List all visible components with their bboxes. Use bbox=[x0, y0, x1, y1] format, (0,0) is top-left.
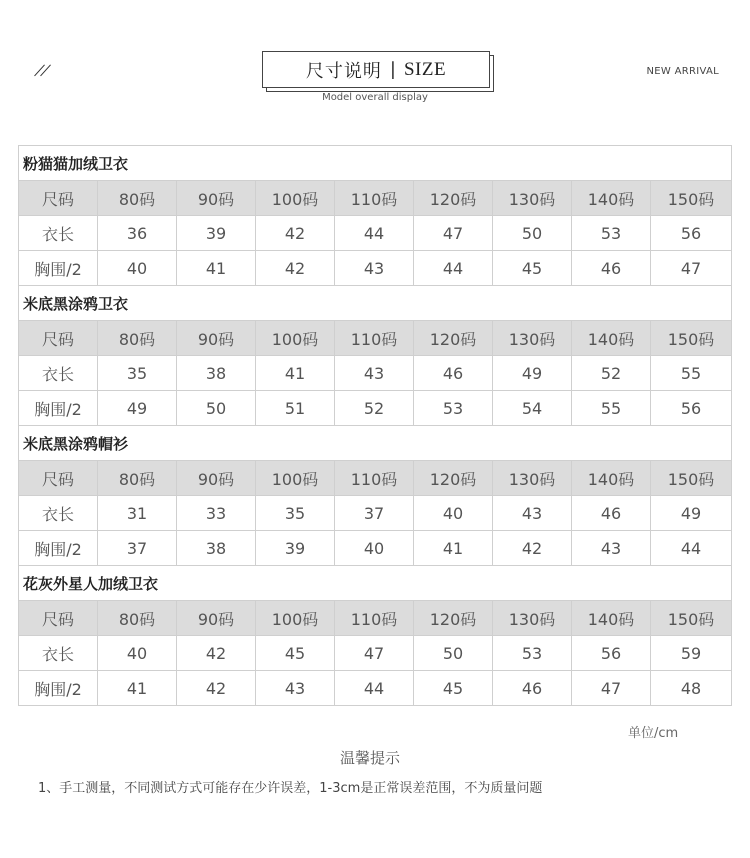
product-name-row bbox=[19, 426, 732, 461]
measurement-label: 衣长 bbox=[19, 216, 98, 251]
measurement-value: 41 bbox=[414, 531, 493, 566]
measurement-value: 42 bbox=[177, 671, 256, 706]
size-column-header: 140码 bbox=[572, 461, 651, 496]
measurement-row bbox=[19, 356, 732, 391]
double-slash-icon bbox=[33, 62, 53, 80]
measurement-value: 43 bbox=[335, 251, 414, 286]
page-title-zh: 尺寸说明 bbox=[305, 60, 382, 82]
measurement-value: 47 bbox=[335, 636, 414, 671]
size-column-header: 140码 bbox=[572, 601, 651, 636]
product-name-row bbox=[19, 286, 732, 321]
measurement-value: 44 bbox=[335, 671, 414, 706]
size-column-header: 100码 bbox=[256, 461, 335, 496]
size-label-header: 尺码 bbox=[19, 181, 98, 216]
page-title-separator: | bbox=[389, 59, 396, 80]
size-column-header: 130码 bbox=[493, 601, 572, 636]
measurement-value: 47 bbox=[651, 251, 732, 286]
size-column-header: 80码 bbox=[98, 181, 177, 216]
measurement-value: 41 bbox=[177, 251, 256, 286]
product-name: 花灰外星人加绒卫衣 bbox=[19, 566, 732, 601]
size-column-header: 100码 bbox=[256, 321, 335, 356]
measurement-value: 43 bbox=[256, 671, 335, 706]
measurement-value: 38 bbox=[177, 356, 256, 391]
size-header-row bbox=[19, 601, 732, 636]
size-column-header: 110码 bbox=[335, 321, 414, 356]
size-column-header: 150码 bbox=[651, 461, 732, 496]
measurement-row bbox=[19, 636, 732, 671]
measurement-value: 48 bbox=[651, 671, 732, 706]
measurement-value: 37 bbox=[335, 496, 414, 531]
size-column-header: 80码 bbox=[98, 321, 177, 356]
size-column-header: 140码 bbox=[572, 321, 651, 356]
size-column-header: 120码 bbox=[414, 461, 493, 496]
size-column-header: 140码 bbox=[572, 181, 651, 216]
measurement-label: 衣长 bbox=[19, 636, 98, 671]
page-title bbox=[262, 51, 490, 88]
size-column-header: 150码 bbox=[651, 601, 732, 636]
page-subtitle: Model overall display bbox=[322, 92, 428, 103]
measurement-value: 33 bbox=[177, 496, 256, 531]
measurement-value: 55 bbox=[651, 356, 732, 391]
measurement-value: 39 bbox=[256, 531, 335, 566]
size-label-header: 尺码 bbox=[19, 461, 98, 496]
new-arrival-label: NEW ARRIVAL bbox=[646, 66, 719, 77]
measurement-label: 胸围/2 bbox=[19, 671, 98, 706]
size-column-header: 110码 bbox=[335, 601, 414, 636]
measurement-value: 50 bbox=[177, 391, 256, 426]
measurement-value: 54 bbox=[493, 391, 572, 426]
size-header-row bbox=[19, 461, 732, 496]
measurement-value: 59 bbox=[651, 636, 732, 671]
size-column-header: 90码 bbox=[177, 601, 256, 636]
measurement-value: 49 bbox=[651, 496, 732, 531]
measurement-value: 43 bbox=[493, 496, 572, 531]
measurement-value: 40 bbox=[335, 531, 414, 566]
measurement-value: 43 bbox=[572, 531, 651, 566]
measurement-value: 42 bbox=[256, 216, 335, 251]
measurement-value: 56 bbox=[651, 216, 732, 251]
measurement-value: 50 bbox=[414, 636, 493, 671]
size-column-header: 120码 bbox=[414, 181, 493, 216]
size-column-header: 130码 bbox=[493, 461, 572, 496]
size-column-header: 150码 bbox=[651, 181, 732, 216]
measurement-value: 37 bbox=[98, 531, 177, 566]
measurement-row bbox=[19, 216, 732, 251]
measurement-value: 42 bbox=[177, 636, 256, 671]
measurement-value: 52 bbox=[572, 356, 651, 391]
measurement-value: 43 bbox=[335, 356, 414, 391]
measurement-value: 44 bbox=[651, 531, 732, 566]
measurement-value: 46 bbox=[414, 356, 493, 391]
size-column-header: 80码 bbox=[98, 461, 177, 496]
measurement-value: 49 bbox=[98, 391, 177, 426]
size-header-row bbox=[19, 181, 732, 216]
measurement-label: 衣长 bbox=[19, 356, 98, 391]
measurement-value: 47 bbox=[414, 216, 493, 251]
measurement-label: 胸围/2 bbox=[19, 251, 98, 286]
size-column-header: 110码 bbox=[335, 461, 414, 496]
measurement-value: 51 bbox=[256, 391, 335, 426]
measurement-value: 56 bbox=[651, 391, 732, 426]
size-label-header: 尺码 bbox=[19, 321, 98, 356]
measurement-value: 53 bbox=[493, 636, 572, 671]
measurement-value: 45 bbox=[256, 636, 335, 671]
tips-line: 1、手工测量，不同测试方式可能存在少许误差，1-3cm是正常误差范围，不为质量问题 bbox=[38, 781, 543, 796]
size-column-header: 120码 bbox=[414, 601, 493, 636]
measurement-value: 46 bbox=[572, 496, 651, 531]
measurement-value: 55 bbox=[572, 391, 651, 426]
measurement-value: 35 bbox=[256, 496, 335, 531]
measurement-value: 49 bbox=[493, 356, 572, 391]
measurement-value: 36 bbox=[98, 216, 177, 251]
measurement-value: 39 bbox=[177, 216, 256, 251]
unit-note: 单位/cm bbox=[628, 726, 679, 741]
measurement-value: 44 bbox=[414, 251, 493, 286]
measurement-value: 50 bbox=[493, 216, 572, 251]
measurement-value: 46 bbox=[572, 251, 651, 286]
measurement-row bbox=[19, 496, 732, 531]
measurement-value: 41 bbox=[98, 671, 177, 706]
measurement-row bbox=[19, 531, 732, 566]
measurement-value: 44 bbox=[335, 216, 414, 251]
size-label-header: 尺码 bbox=[19, 601, 98, 636]
measurement-value: 46 bbox=[493, 671, 572, 706]
product-name-row bbox=[19, 566, 732, 601]
measurement-value: 56 bbox=[572, 636, 651, 671]
size-column-header: 150码 bbox=[651, 321, 732, 356]
size-column-header: 130码 bbox=[493, 181, 572, 216]
measurement-label: 胸围/2 bbox=[19, 391, 98, 426]
tips-title: 温馨提示 bbox=[339, 749, 400, 767]
measurement-value: 53 bbox=[414, 391, 493, 426]
size-header-row bbox=[19, 321, 732, 356]
measurement-value: 45 bbox=[414, 671, 493, 706]
size-column-header: 90码 bbox=[177, 321, 256, 356]
measurement-value: 41 bbox=[256, 356, 335, 391]
measurement-row bbox=[19, 391, 732, 426]
measurement-value: 42 bbox=[256, 251, 335, 286]
page-title-en: SIZE bbox=[403, 58, 447, 80]
measurement-value: 52 bbox=[335, 391, 414, 426]
size-chart-table bbox=[18, 145, 732, 706]
size-column-header: 120码 bbox=[414, 321, 493, 356]
size-column-header: 100码 bbox=[256, 601, 335, 636]
size-column-header: 110码 bbox=[335, 181, 414, 216]
product-name: 米底黑涂鸦卫衣 bbox=[19, 286, 732, 321]
measurement-value: 40 bbox=[98, 636, 177, 671]
measurement-value: 40 bbox=[414, 496, 493, 531]
measurement-value: 45 bbox=[493, 251, 572, 286]
size-column-header: 90码 bbox=[177, 181, 256, 216]
size-column-header: 130码 bbox=[493, 321, 572, 356]
measurement-value: 53 bbox=[572, 216, 651, 251]
measurement-value: 42 bbox=[493, 531, 572, 566]
measurement-value: 40 bbox=[98, 251, 177, 286]
measurement-row bbox=[19, 251, 732, 286]
product-name-row bbox=[19, 146, 732, 181]
measurement-label: 胸围/2 bbox=[19, 531, 98, 566]
product-name: 米底黑涂鸦帽衫 bbox=[19, 426, 732, 461]
measurement-label: 衣长 bbox=[19, 496, 98, 531]
product-name: 粉猫猫加绒卫衣 bbox=[19, 146, 732, 181]
size-column-header: 80码 bbox=[98, 601, 177, 636]
measurement-value: 31 bbox=[98, 496, 177, 531]
size-column-header: 90码 bbox=[177, 461, 256, 496]
measurement-value: 47 bbox=[572, 671, 651, 706]
measurement-value: 38 bbox=[177, 531, 256, 566]
measurement-value: 35 bbox=[98, 356, 177, 391]
measurement-row bbox=[19, 671, 732, 706]
size-column-header: 100码 bbox=[256, 181, 335, 216]
